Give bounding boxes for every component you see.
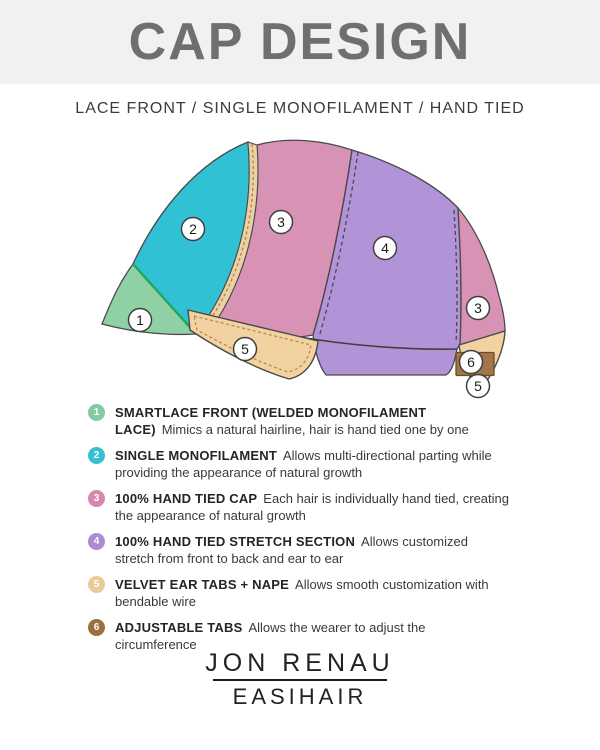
legend-text-4 xyxy=(115,533,509,567)
legend-badge-4 xyxy=(88,533,105,550)
legend-label-2: SINGLE MONOFILAMENT xyxy=(115,448,277,463)
legend-label-6: ADJUSTABLE TABS xyxy=(115,620,243,635)
legend-badge-1-number: 1 xyxy=(93,407,100,418)
legend-desc-6: Allows the wearer to adjust the circumference xyxy=(115,620,426,652)
legend-item-hand-tied-cap xyxy=(88,490,512,524)
subtitle: LACE FRONT / SINGLE MONOFILAMENT / HAND TIED xyxy=(75,100,525,117)
marker-2 xyxy=(182,218,205,241)
svg-text:3: 3 xyxy=(474,300,482,316)
legend xyxy=(88,404,512,662)
legend-item-velvet-ear-tabs xyxy=(88,576,512,610)
svg-text:2: 2 xyxy=(189,221,197,237)
legend-text-3 xyxy=(115,490,509,524)
svg-text:4: 4 xyxy=(381,240,389,256)
legend-item-stretch-section xyxy=(88,533,512,567)
legend-badge-5-number: 5 xyxy=(93,579,100,590)
brand-logo xyxy=(0,648,600,709)
legend-badge-2 xyxy=(88,447,105,464)
brand-line-jon-renau: JON RENAU xyxy=(205,649,395,677)
marker-5-ear xyxy=(234,338,257,361)
svg-text:6: 6 xyxy=(467,354,475,370)
legend-label-1: SMARTLACE FRONT (WELDED MONOFILAMENT LACE) xyxy=(115,405,427,437)
marker-3-back xyxy=(467,297,490,320)
page-title: CAP DESIGN xyxy=(128,13,472,71)
legend-badge-2-number: 2 xyxy=(93,450,100,461)
marker-6 xyxy=(460,351,483,374)
header-band xyxy=(0,0,600,84)
marker-5-nape xyxy=(467,375,490,398)
cap-diagram-svg xyxy=(80,138,520,402)
svg-text:3: 3 xyxy=(277,214,285,230)
legend-desc-5: Allows smooth customization with bendable wire xyxy=(115,577,489,609)
legend-text-5 xyxy=(115,576,509,610)
legend-label-4: 100% HAND TIED STRETCH SECTION xyxy=(115,534,356,549)
legend-desc-3: Each hair is individually hand tied, creating the appearance of natural growth xyxy=(115,491,509,523)
svg-text:1: 1 xyxy=(136,312,144,328)
marker-1 xyxy=(129,309,152,332)
brand-line-easihair: EASIHAIR xyxy=(232,684,368,709)
legend-badge-5 xyxy=(88,576,105,593)
brand-divider xyxy=(213,679,387,681)
legend-badge-3 xyxy=(88,490,105,507)
legend-badge-6 xyxy=(88,619,105,636)
legend-badge-6-number: 6 xyxy=(93,622,100,633)
legend-label-5: VELVET EAR TABS + NAPE xyxy=(115,577,290,592)
marker-3-front xyxy=(270,211,293,234)
legend-item-single-monofilament xyxy=(88,447,512,481)
legend-desc-1: Mimics a natural hairline, hair is hand tied one by one xyxy=(161,422,469,437)
section-hand-tied-back xyxy=(458,208,505,346)
legend-item-smartlace-front xyxy=(88,404,512,438)
legend-text-2 xyxy=(115,447,509,481)
svg-text:5: 5 xyxy=(241,341,249,357)
svg-text:5: 5 xyxy=(474,378,482,394)
legend-badge-3-number: 3 xyxy=(93,493,100,504)
cap-diagram xyxy=(80,138,520,402)
legend-text-1 xyxy=(115,404,509,438)
legend-desc-4: Allows customized stretch from front to back and ear to ear xyxy=(115,534,468,566)
legend-desc-2: Allows multi-directional parting while providing the appearance of natural growth xyxy=(115,448,492,480)
legend-badge-4-number: 4 xyxy=(93,536,100,547)
legend-label-3: 100% HAND TIED CAP xyxy=(115,491,258,506)
marker-4 xyxy=(374,237,397,260)
legend-badge-1 xyxy=(88,404,105,421)
